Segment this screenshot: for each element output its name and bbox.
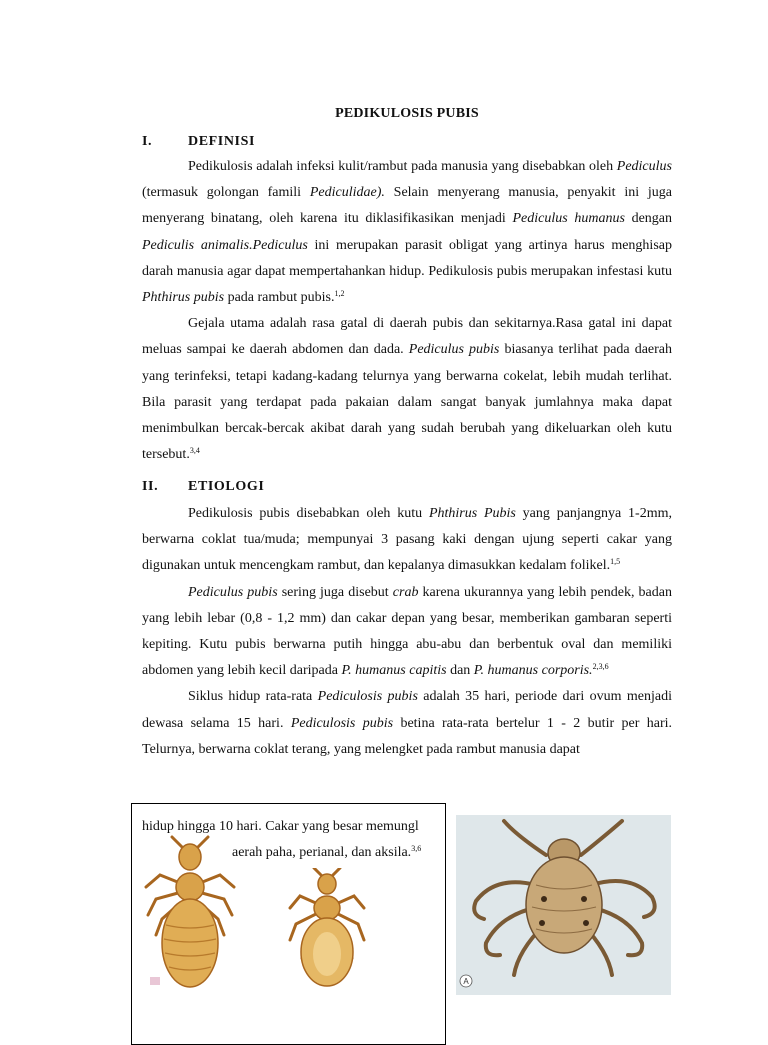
section-number: I. <box>142 134 153 149</box>
body-louse-illustration <box>282 868 372 1001</box>
partial-text-line: aerah paha, perianal, dan aksila.$^{3,6}$ <box>232 844 422 860</box>
section-number: II. <box>142 479 159 494</box>
photo-label: A <box>463 977 469 986</box>
reference-superscript: 3,6 <box>411 844 422 853</box>
reference-superscript: 2,3,6 <box>592 662 609 672</box>
partial-text-line: hidup hingga 10 hari. Cakar yang besar memungl <box>142 819 419 834</box>
paragraph: Gejala utama adalah rasa gatal di daerah pubis dan sekitarnya.Rasa gatal ini dapat meluas sampai ke daerah abdomen dan dada. Pediculus pubis biasanya terlihat pada daerah yang terinfeksi, tetapi kadang-kadang telurnya yang berwarna cokelat, lebih mudah terlihat. Bila parasit yang terdapat pada pakaian dalam sangat banyak jumlahnya maka dapat menimbulkan bercak-bercak akibat darah yang sudah berubah yang dikeluarkan oleh kutu tersebut.$^{3,4}$ <box>142 316 673 463</box>
reference-superscript: 3,4 <box>189 446 200 456</box>
reference-superscript: 1,5 <box>610 557 621 567</box>
section-heading-definisi <box>142 134 255 150</box>
paragraph: Siklus hidup rata-rata Pediculosis pubis adalah 35 hari, periode dari ovum menjadi dewasa selama 15 hari. Pediculosis pubis betina rata-rata bertelur 1 - 2 butir per hari. Telurnya, berwarna coklat terang, yang melengket pada rambut manusia dapat <box>142 689 673 757</box>
section-heading-etiologi <box>142 479 264 495</box>
reference-superscript: 1,2 <box>334 289 345 299</box>
etiologi-paragraphs <box>142 501 672 763</box>
section-title: DEFINISI <box>188 134 256 149</box>
paragraph: Pedikulosis pubis disebabkan oleh kutu Phthirus Pubis yang panjangnya 1-2mm, berwarna coklat tua/muda; mempunyai 3 pasang kaki dengan ujung seperti cakar yang digunakan untuk mencengkam rambut, dan kepalanya dimasukkan kedalam folikel.$^{1,5}$ <box>142 506 672 574</box>
document-title: PEDIKULOSIS PUBIS <box>335 106 479 121</box>
crab-louse-photo <box>456 815 671 995</box>
section-title: ETIOLOGI <box>188 479 265 494</box>
definisi-paragraphs <box>142 154 672 468</box>
paragraph: Pediculus pubis sering juga disebut crab karena ukurannya yang lebih pendek, badan yang lebih lebar (0,8 - 1,2 mm) dan cakar depan yang besar, memberikan gambaran seperti kepiting. Kutu pubis berwarna putih hingga abu-abu dan berbentuk oval dan memiliki abdomen yang lebih kecil daripada P. humanus capitis dan P. humanus corporis.$^{2,3,6}$ <box>142 584 672 679</box>
head-louse-illustration <box>140 835 240 1000</box>
paragraph: Pedikulosis adalah infeksi kulit/rambut pada manusia yang disebabkan oleh Pediculus (termasuk golongan famili Pediculidae). Selain menyerang manusia, penyakit ini juga menyerang binatang, oleh karena itu diklasifikasikan menjadi Pediculus humanus dengan Pediculis animalis.Pediculus ini merupakan parasit obligat yang artinya harus menghisap darah manusia agar dapat mempertahankan hidup. Pedikulosis pubis merupakan infestasi kutu Phthirus pubis pada rambut pubis.$^{1,2}$ <box>142 159 672 306</box>
